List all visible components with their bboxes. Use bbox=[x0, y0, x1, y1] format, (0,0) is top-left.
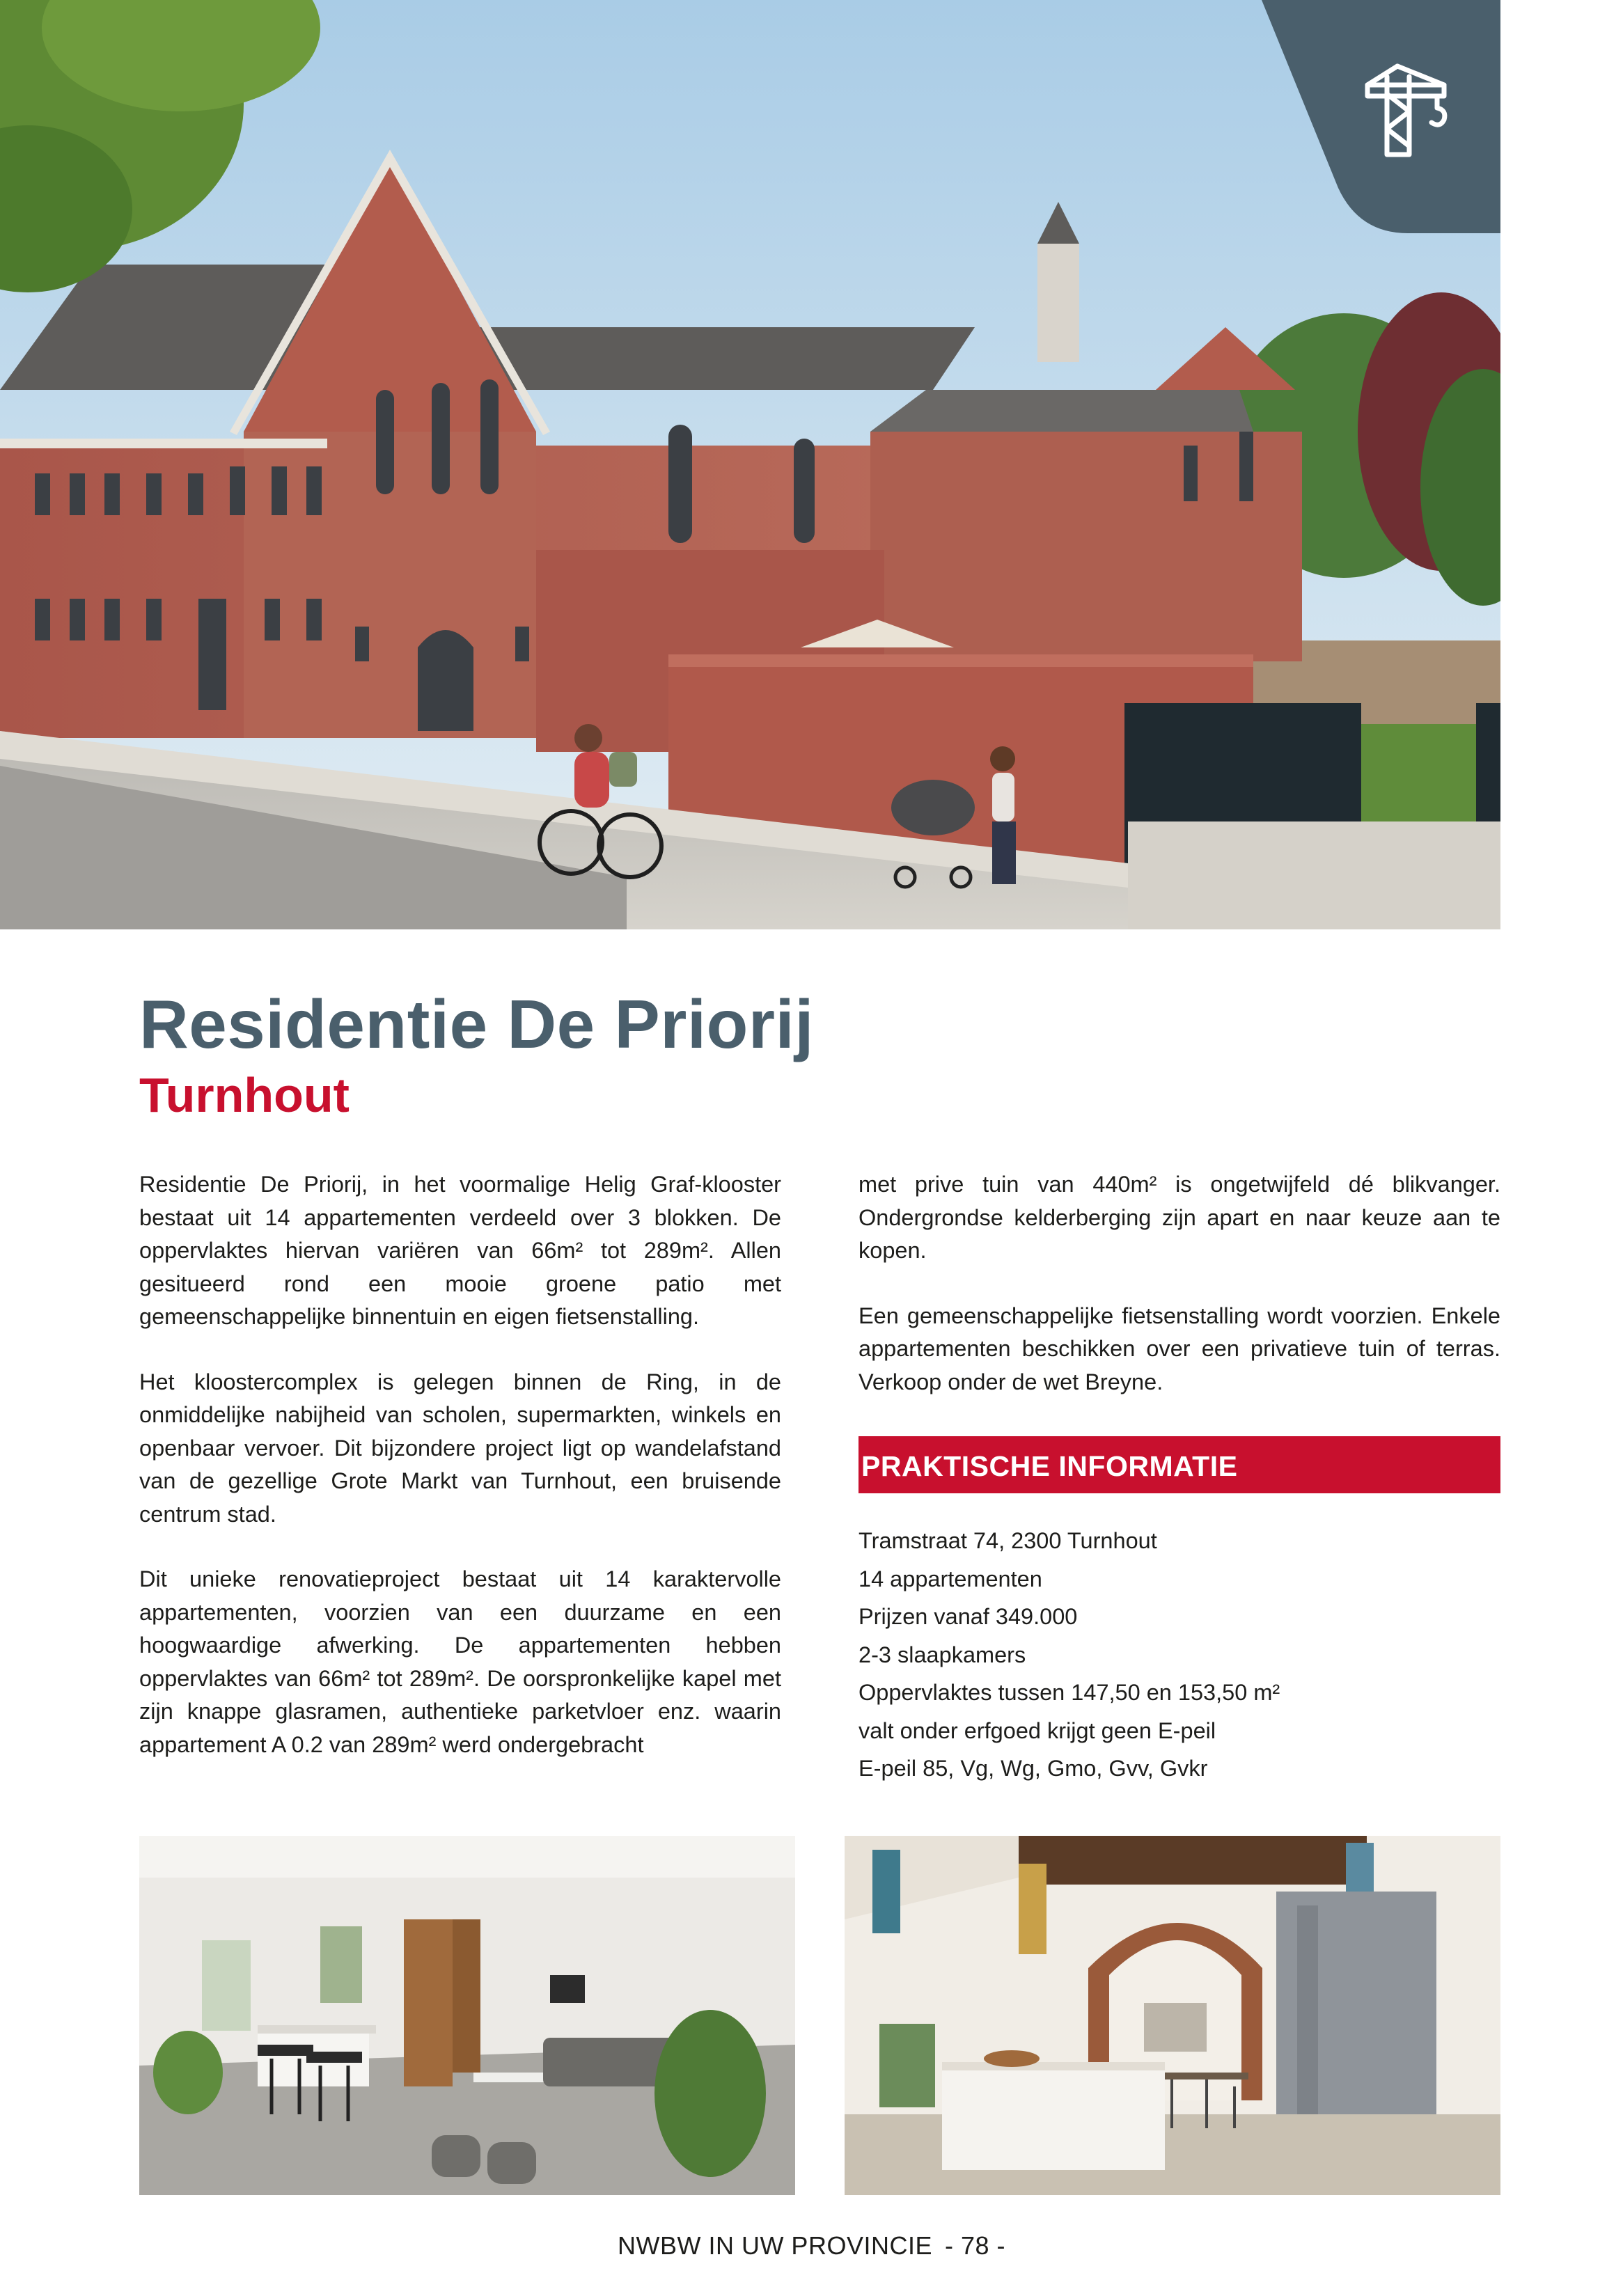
corner-badge bbox=[1262, 0, 1500, 233]
info-item-bedrooms: 2-3 slaapkamers bbox=[858, 1642, 1026, 1667]
interior-photo-kitchen bbox=[139, 1836, 795, 2195]
footer bbox=[0, 2231, 1623, 2260]
paragraph: Dit unieke renovatieproject bestaat uit 14 karaktervolle appartementen, voorzien van een duurzame en een hoogwaardige afwerking. De appartementen hebben oppervlaktes van 66m² tot 289m². De oorspronkelijke kapel met zijn knappe glasramen, authentieke parketvloer enz. waarin appartement A 0.2 van 289m² werd ondergebracht bbox=[139, 1566, 781, 1757]
info-item-price: Prijzen vanaf 349.000 bbox=[858, 1604, 1078, 1629]
info-list bbox=[858, 1522, 1500, 1788]
info-item-address: Tramstraat 74, 2300 Turnhout bbox=[858, 1528, 1157, 1553]
info-section-title: PRAKTISCHE INFORMATIE bbox=[861, 1450, 1238, 1482]
page-number: - 78 - bbox=[944, 2231, 1005, 2260]
right-column bbox=[858, 1168, 1500, 1431]
page-subtitle: Turnhout bbox=[139, 1068, 350, 1122]
paragraph: Residentie De Priorij, in het voormalige Helig Graf-klooster bestaat uit 14 appartementen verdeeld over 3 blokken. De oppervlaktes hiervan variëren van 66m² tot 289m². Allen gesitueerd rond een mooie groene patio met gemeenschappelijke binnentuin en eigen fietsenstalling. bbox=[139, 1172, 781, 1329]
info-item-epc: E-peil 85, Vg, Wg, Gmo, Gvv, Gvkr bbox=[858, 1756, 1208, 1781]
paragraph: met prive tuin van 440m² is ongetwijfeld dé blikvanger. Ondergrondse kelderberging zijn apart en naar keuze aan te kopen. bbox=[858, 1172, 1500, 1263]
footer-label: NWBW IN UW PROVINCIE bbox=[617, 2231, 932, 2260]
page-title: Residentie De Priorij bbox=[139, 986, 815, 1062]
interior-photo-chapel bbox=[845, 1836, 1500, 2195]
info-item-units: 14 appartementen bbox=[858, 1566, 1042, 1591]
left-column bbox=[139, 1168, 781, 1793]
info-item-heritage: valt onder erfgoed krijgt geen E-peil bbox=[858, 1717, 1216, 1743]
paragraph: Het kloostercomplex is gelegen binnen de Ring, in de onmiddelijke nabijheid van scholen, supermarkten, winkels en openbaar vervoer. Dit bijzondere project ligt op wandelafstand van de gezellige Grote Markt van Turnhout, een bruisende centrum stad. bbox=[139, 1369, 781, 1527]
info-item-surface: Oppervlaktes tussen 147,50 en 153,50 m² bbox=[858, 1680, 1280, 1705]
paragraph: Een gemeenschappelijke fietsenstalling wordt voorzien. Enkele appartementen beschikken over een privatieve tuin of terras. Verkoop onder de wet Breyne. bbox=[858, 1303, 1500, 1394]
info-section-header bbox=[858, 1436, 1500, 1493]
